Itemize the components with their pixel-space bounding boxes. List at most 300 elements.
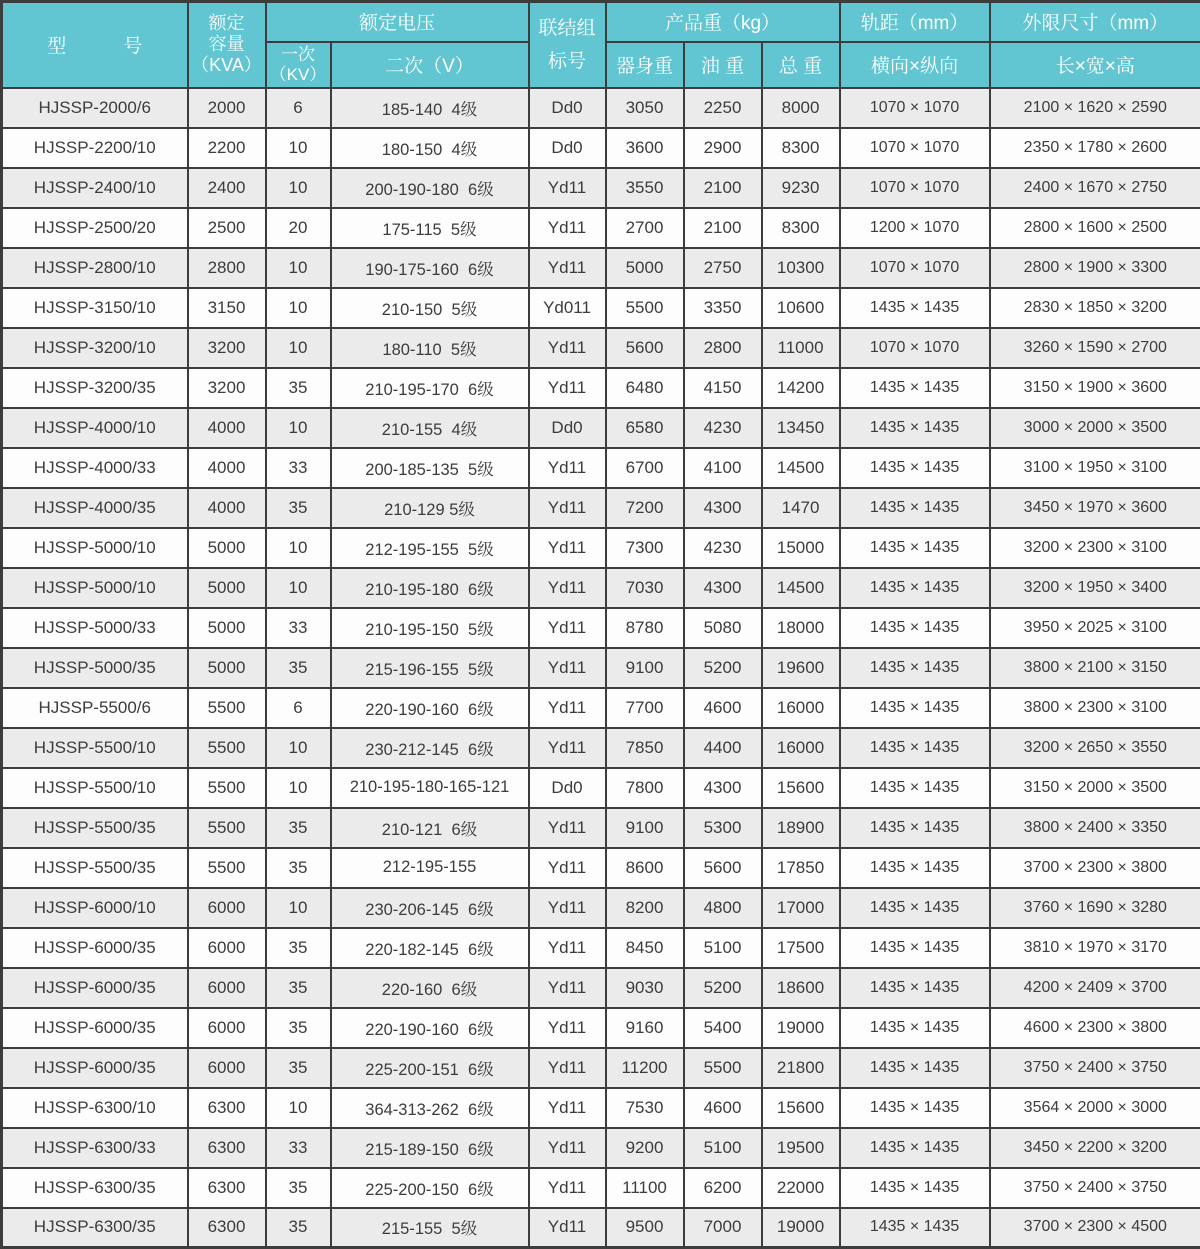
cell-secondary-v: 210-150 5级 — [331, 288, 529, 328]
cell-model: HJSSP-6000/35 — [2, 968, 188, 1008]
header-rated-capacity-line1: 额定 — [208, 13, 245, 34]
cell-total-weight: 17000 — [762, 888, 840, 928]
table-row — [2, 768, 1200, 808]
cell-secondary-v: 215-189-150 6级 — [331, 1128, 529, 1168]
cell-gauge: 1070 × 1070 — [840, 128, 990, 168]
cell-oil-weight: 5400 — [684, 1008, 762, 1048]
cell-dimensions: 3564 × 2000 × 3000 — [990, 1088, 1200, 1128]
table-row — [2, 728, 1200, 768]
table-row — [2, 128, 1200, 168]
cell-connection: Yd11 — [529, 1008, 606, 1048]
cell-gauge: 1070 × 1070 — [840, 248, 990, 288]
cell-dimensions: 3200 × 2300 × 3100 — [990, 528, 1200, 568]
table-row — [2, 808, 1200, 848]
cell-capacity: 3200 — [188, 328, 266, 368]
cell-body-weight: 9100 — [606, 648, 684, 688]
table-row — [2, 168, 1200, 208]
cell-capacity: 2000 — [188, 88, 266, 128]
cell-gauge: 1435 × 1435 — [840, 408, 990, 448]
cell-oil-weight: 6200 — [684, 1168, 762, 1208]
cell-capacity: 6300 — [188, 1128, 266, 1168]
cell-capacity: 6000 — [188, 1048, 266, 1088]
cell-dimensions: 3150 × 2000 × 3500 — [990, 768, 1200, 808]
cell-dimensions: 3450 × 2200 × 3200 — [990, 1128, 1200, 1168]
cell-total-weight: 18000 — [762, 608, 840, 648]
table-row — [2, 568, 1200, 608]
cell-primary-kv: 35 — [266, 848, 331, 888]
header-gauge-sub: 横向×纵向 — [840, 42, 990, 88]
cell-oil-weight: 7000 — [684, 1208, 762, 1248]
cell-connection: Yd11 — [529, 448, 606, 488]
cell-body-weight: 2700 — [606, 208, 684, 248]
cell-body-weight: 7300 — [606, 528, 684, 568]
cell-model: HJSSP-6000/10 — [2, 888, 188, 928]
cell-total-weight: 9230 — [762, 168, 840, 208]
cell-total-weight: 8300 — [762, 128, 840, 168]
cell-dimensions: 3750 × 2400 × 3750 — [990, 1168, 1200, 1208]
header-gauge-group: 轨距（mm） — [840, 2, 990, 42]
cell-primary-kv: 33 — [266, 448, 331, 488]
cell-capacity: 6300 — [188, 1208, 266, 1248]
cell-total-weight: 18900 — [762, 808, 840, 848]
cell-primary-kv: 20 — [266, 208, 331, 248]
cell-body-weight: 7200 — [606, 488, 684, 528]
table-row — [2, 488, 1200, 528]
cell-capacity: 3150 — [188, 288, 266, 328]
cell-gauge: 1435 × 1435 — [840, 448, 990, 488]
cell-gauge: 1435 × 1435 — [840, 1208, 990, 1248]
cell-dimensions: 3450 × 1970 × 3600 — [990, 488, 1200, 528]
cell-primary-kv: 35 — [266, 1008, 331, 1048]
cell-dimensions: 2400 × 1670 × 2750 — [990, 168, 1200, 208]
cell-connection: Yd11 — [529, 1128, 606, 1168]
cell-body-weight: 9500 — [606, 1208, 684, 1248]
cell-capacity: 5000 — [188, 648, 266, 688]
cell-primary-kv: 6 — [266, 688, 331, 728]
cell-capacity: 4000 — [188, 448, 266, 488]
cell-model: HJSSP-2000/6 — [2, 88, 188, 128]
table-row — [2, 608, 1200, 648]
cell-dimensions: 2800 × 1600 × 2500 — [990, 208, 1200, 248]
cell-gauge: 1435 × 1435 — [840, 768, 990, 808]
cell-gauge: 1435 × 1435 — [840, 1128, 990, 1168]
cell-oil-weight: 5080 — [684, 608, 762, 648]
cell-oil-weight: 4300 — [684, 568, 762, 608]
table-row — [2, 1088, 1200, 1128]
cell-secondary-v: 180-150 4级 — [331, 128, 529, 168]
header-rated-capacity-line2: 容量 — [208, 34, 245, 55]
cell-connection: Yd11 — [529, 1208, 606, 1248]
cell-total-weight: 15600 — [762, 768, 840, 808]
cell-body-weight: 3550 — [606, 168, 684, 208]
cell-total-weight: 19600 — [762, 648, 840, 688]
cell-model: HJSSP-5500/6 — [2, 688, 188, 728]
cell-secondary-v: 210-121 6级 — [331, 808, 529, 848]
cell-primary-kv: 35 — [266, 1208, 331, 1248]
cell-capacity: 6000 — [188, 968, 266, 1008]
cell-secondary-v: 220-182-145 6级 — [331, 928, 529, 968]
table-row — [2, 288, 1200, 328]
cell-gauge: 1435 × 1435 — [840, 648, 990, 688]
cell-primary-kv: 35 — [266, 1048, 331, 1088]
cell-connection: Yd11 — [529, 648, 606, 688]
cell-secondary-v: 200-190-180 6级 — [331, 168, 529, 208]
cell-total-weight: 21800 — [762, 1048, 840, 1088]
cell-secondary-v: 210-129 5级 — [331, 488, 529, 528]
cell-primary-kv: 10 — [266, 128, 331, 168]
cell-total-weight: 16000 — [762, 728, 840, 768]
cell-primary-kv: 35 — [266, 808, 331, 848]
cell-body-weight: 5600 — [606, 328, 684, 368]
cell-oil-weight: 4600 — [684, 1088, 762, 1128]
header-secondary-v: 二次（V） — [331, 42, 529, 88]
cell-oil-weight: 2250 — [684, 88, 762, 128]
cell-primary-kv: 35 — [266, 1168, 331, 1208]
cell-connection: Yd11 — [529, 968, 606, 1008]
cell-connection: Dd0 — [529, 768, 606, 808]
cell-model: HJSSP-5000/10 — [2, 568, 188, 608]
cell-connection: Yd11 — [529, 528, 606, 568]
table-row — [2, 648, 1200, 688]
cell-body-weight: 9100 — [606, 808, 684, 848]
cell-oil-weight: 5300 — [684, 808, 762, 848]
cell-capacity: 2800 — [188, 248, 266, 288]
cell-primary-kv: 33 — [266, 1128, 331, 1168]
cell-model: HJSSP-2500/20 — [2, 208, 188, 248]
cell-gauge: 1070 × 1070 — [840, 88, 990, 128]
header-body-weight: 器身重 — [606, 42, 684, 88]
cell-gauge: 1070 × 1070 — [840, 328, 990, 368]
cell-oil-weight: 5500 — [684, 1048, 762, 1088]
cell-dimensions: 3800 × 2300 × 3100 — [990, 688, 1200, 728]
cell-body-weight: 7030 — [606, 568, 684, 608]
cell-body-weight: 7850 — [606, 728, 684, 768]
cell-total-weight: 10600 — [762, 288, 840, 328]
cell-connection: Yd11 — [529, 888, 606, 928]
cell-model: HJSSP-2400/10 — [2, 168, 188, 208]
cell-secondary-v: 210-195-180-165-121 — [331, 768, 529, 808]
cell-connection: Yd11 — [529, 208, 606, 248]
cell-gauge: 1435 × 1435 — [840, 1008, 990, 1048]
cell-model: HJSSP-5500/35 — [2, 808, 188, 848]
cell-oil-weight: 5200 — [684, 648, 762, 688]
cell-model: HJSSP-6000/35 — [2, 928, 188, 968]
table-row — [2, 528, 1200, 568]
cell-gauge: 1435 × 1435 — [840, 488, 990, 528]
cell-total-weight: 1470 — [762, 488, 840, 528]
cell-gauge: 1435 × 1435 — [840, 968, 990, 1008]
cell-total-weight: 17850 — [762, 848, 840, 888]
cell-secondary-v: 200-185-135 5级 — [331, 448, 529, 488]
header-dims-sub: 长×宽×高 — [990, 42, 1200, 88]
cell-capacity: 5500 — [188, 808, 266, 848]
table-row — [2, 248, 1200, 288]
cell-model: HJSSP-5500/35 — [2, 848, 188, 888]
cell-model: HJSSP-6300/10 — [2, 1088, 188, 1128]
cell-model: HJSSP-5500/10 — [2, 768, 188, 808]
cell-dimensions: 3810 × 1970 × 3170 — [990, 928, 1200, 968]
cell-body-weight: 3600 — [606, 128, 684, 168]
cell-body-weight: 8200 — [606, 888, 684, 928]
cell-secondary-v: 175-115 5级 — [331, 208, 529, 248]
header-primary-kv — [266, 42, 331, 88]
cell-primary-kv: 10 — [266, 528, 331, 568]
cell-secondary-v: 210-155 4级 — [331, 408, 529, 448]
cell-capacity: 5000 — [188, 528, 266, 568]
cell-secondary-v: 210-195-170 6级 — [331, 368, 529, 408]
table-row — [2, 928, 1200, 968]
cell-capacity: 5000 — [188, 608, 266, 648]
cell-gauge: 1070 × 1070 — [840, 168, 990, 208]
cell-primary-kv: 10 — [266, 288, 331, 328]
cell-oil-weight: 5100 — [684, 928, 762, 968]
cell-connection: Yd11 — [529, 488, 606, 528]
header-oil-weight: 油 重 — [684, 42, 762, 88]
table-row — [2, 448, 1200, 488]
cell-connection: Yd11 — [529, 848, 606, 888]
cell-total-weight: 15000 — [762, 528, 840, 568]
cell-capacity: 3200 — [188, 368, 266, 408]
cell-dimensions: 3950 × 2025 × 3100 — [990, 608, 1200, 648]
cell-capacity: 6000 — [188, 928, 266, 968]
cell-connection: Dd0 — [529, 88, 606, 128]
cell-capacity: 2500 — [188, 208, 266, 248]
cell-dimensions: 3800 × 2400 × 3350 — [990, 808, 1200, 848]
cell-body-weight: 5500 — [606, 288, 684, 328]
cell-secondary-v: 230-212-145 6级 — [331, 728, 529, 768]
cell-capacity: 5500 — [188, 848, 266, 888]
cell-primary-kv: 10 — [266, 768, 331, 808]
table-row — [2, 88, 1200, 128]
cell-primary-kv: 35 — [266, 968, 331, 1008]
cell-model: HJSSP-6000/35 — [2, 1048, 188, 1088]
cell-body-weight: 11100 — [606, 1168, 684, 1208]
cell-oil-weight: 4230 — [684, 528, 762, 568]
table-row — [2, 888, 1200, 928]
cell-dimensions: 3700 × 2300 × 4500 — [990, 1208, 1200, 1248]
cell-gauge: 1435 × 1435 — [840, 528, 990, 568]
cell-primary-kv: 10 — [266, 328, 331, 368]
cell-body-weight: 8450 — [606, 928, 684, 968]
table-row — [2, 1128, 1200, 1168]
header-model: 型 号 — [2, 2, 188, 88]
cell-connection: Yd11 — [529, 1088, 606, 1128]
cell-primary-kv: 10 — [266, 728, 331, 768]
cell-gauge: 1435 × 1435 — [840, 1088, 990, 1128]
cell-capacity: 5000 — [188, 568, 266, 608]
cell-primary-kv: 35 — [266, 368, 331, 408]
cell-capacity: 5500 — [188, 688, 266, 728]
header-primary-line1: 一次 — [281, 44, 315, 64]
cell-model: HJSSP-4000/10 — [2, 408, 188, 448]
cell-gauge: 1435 × 1435 — [840, 728, 990, 768]
cell-capacity: 5500 — [188, 728, 266, 768]
cell-total-weight: 16000 — [762, 688, 840, 728]
cell-body-weight: 3050 — [606, 88, 684, 128]
cell-dimensions: 3000 × 2000 × 3500 — [990, 408, 1200, 448]
cell-dimensions: 3750 × 2400 × 3750 — [990, 1048, 1200, 1088]
cell-capacity: 6300 — [188, 1168, 266, 1208]
cell-dimensions: 2350 × 1780 × 2600 — [990, 128, 1200, 168]
cell-dimensions: 2100 × 1620 × 2590 — [990, 88, 1200, 128]
cell-connection: Yd11 — [529, 928, 606, 968]
cell-secondary-v: 220-190-160 6级 — [331, 1008, 529, 1048]
cell-model: HJSSP-2200/10 — [2, 128, 188, 168]
cell-total-weight: 18600 — [762, 968, 840, 1008]
cell-secondary-v: 210-195-150 5级 — [331, 608, 529, 648]
cell-gauge: 1435 × 1435 — [840, 808, 990, 848]
cell-total-weight: 11000 — [762, 328, 840, 368]
cell-gauge: 1435 × 1435 — [840, 888, 990, 928]
cell-model: HJSSP-3200/35 — [2, 368, 188, 408]
header-primary-unit: （KV） — [269, 64, 327, 84]
cell-connection: Yd11 — [529, 1168, 606, 1208]
cell-oil-weight: 5600 — [684, 848, 762, 888]
table-header — [2, 2, 1200, 88]
cell-connection: Yd11 — [529, 168, 606, 208]
cell-oil-weight: 2800 — [684, 328, 762, 368]
cell-gauge: 1435 × 1435 — [840, 848, 990, 888]
cell-connection: Yd11 — [529, 368, 606, 408]
cell-dimensions: 3800 × 2100 × 3150 — [990, 648, 1200, 688]
cell-total-weight: 19500 — [762, 1128, 840, 1168]
header-connection-line1: 联结组 — [538, 17, 596, 39]
cell-secondary-v: 180-110 5级 — [331, 328, 529, 368]
cell-secondary-v: 215-196-155 5级 — [331, 648, 529, 688]
header-rated-voltage-group: 额定电压 — [266, 2, 529, 42]
cell-primary-kv: 35 — [266, 648, 331, 688]
table-row — [2, 1208, 1200, 1248]
cell-model: HJSSP-6300/35 — [2, 1208, 188, 1248]
cell-secondary-v: 212-195-155 5级 — [331, 528, 529, 568]
cell-gauge: 1435 × 1435 — [840, 1168, 990, 1208]
cell-dimensions: 3700 × 2300 × 3800 — [990, 848, 1200, 888]
table-row — [2, 848, 1200, 888]
cell-secondary-v: 215-155 5级 — [331, 1208, 529, 1248]
cell-model: HJSSP-5000/33 — [2, 608, 188, 648]
cell-connection: Yd11 — [529, 808, 606, 848]
cell-secondary-v: 220-190-160 6级 — [331, 688, 529, 728]
table-row — [2, 1048, 1200, 1088]
table-row — [2, 328, 1200, 368]
table-row — [2, 408, 1200, 448]
table-row — [2, 1168, 1200, 1208]
cell-oil-weight: 2100 — [684, 168, 762, 208]
cell-primary-kv: 10 — [266, 568, 331, 608]
cell-total-weight: 8300 — [762, 208, 840, 248]
table-row — [2, 1008, 1200, 1048]
cell-secondary-v: 212-195-155 — [331, 848, 529, 888]
cell-body-weight: 9160 — [606, 1008, 684, 1048]
cell-model: HJSSP-5000/35 — [2, 648, 188, 688]
cell-connection: Dd0 — [529, 128, 606, 168]
cell-connection: Dd0 — [529, 408, 606, 448]
cell-capacity: 4000 — [188, 408, 266, 448]
cell-body-weight: 8780 — [606, 608, 684, 648]
cell-capacity: 2200 — [188, 128, 266, 168]
cell-capacity: 2400 — [188, 168, 266, 208]
cell-body-weight: 7700 — [606, 688, 684, 728]
cell-dimensions: 3200 × 1950 × 3400 — [990, 568, 1200, 608]
header-connection-group — [529, 2, 606, 88]
cell-connection: Yd11 — [529, 568, 606, 608]
cell-oil-weight: 2900 — [684, 128, 762, 168]
cell-connection: Yd11 — [529, 728, 606, 768]
cell-gauge: 1435 × 1435 — [840, 608, 990, 648]
cell-secondary-v: 210-195-180 6级 — [331, 568, 529, 608]
cell-connection: Yd11 — [529, 248, 606, 288]
cell-oil-weight: 4400 — [684, 728, 762, 768]
cell-gauge: 1435 × 1435 — [840, 568, 990, 608]
cell-connection: Yd11 — [529, 1048, 606, 1088]
cell-dimensions: 4200 × 2409 × 3700 — [990, 968, 1200, 1008]
cell-capacity: 6000 — [188, 1008, 266, 1048]
cell-total-weight: 14500 — [762, 568, 840, 608]
cell-body-weight: 5000 — [606, 248, 684, 288]
cell-connection: Yd11 — [529, 688, 606, 728]
table-row — [2, 688, 1200, 728]
cell-primary-kv: 10 — [266, 888, 331, 928]
cell-oil-weight: 4300 — [684, 768, 762, 808]
cell-oil-weight: 3350 — [684, 288, 762, 328]
cell-gauge: 1435 × 1435 — [840, 688, 990, 728]
cell-dimensions: 2800 × 1900 × 3300 — [990, 248, 1200, 288]
cell-model: HJSSP-2800/10 — [2, 248, 188, 288]
cell-oil-weight: 5100 — [684, 1128, 762, 1168]
cell-body-weight: 7530 — [606, 1088, 684, 1128]
header-rated-capacity — [188, 2, 266, 88]
cell-model: HJSSP-5500/10 — [2, 728, 188, 768]
cell-gauge: 1435 × 1435 — [840, 368, 990, 408]
cell-model: HJSSP-3200/10 — [2, 328, 188, 368]
cell-body-weight: 7800 — [606, 768, 684, 808]
cell-dimensions: 3150 × 1900 × 3600 — [990, 368, 1200, 408]
cell-oil-weight: 4300 — [684, 488, 762, 528]
cell-oil-weight: 4800 — [684, 888, 762, 928]
cell-dimensions: 4600 × 2300 × 3800 — [990, 1008, 1200, 1048]
header-product-weight-group: 产品重（kg） — [606, 2, 840, 42]
cell-primary-kv: 10 — [266, 168, 331, 208]
cell-model: HJSSP-6300/35 — [2, 1168, 188, 1208]
cell-model: HJSSP-5000/10 — [2, 528, 188, 568]
cell-secondary-v: 190-175-160 6级 — [331, 248, 529, 288]
cell-secondary-v: 220-160 6级 — [331, 968, 529, 1008]
cell-primary-kv: 6 — [266, 88, 331, 128]
table-body — [2, 88, 1200, 1248]
cell-model: HJSSP-4000/33 — [2, 448, 188, 488]
cell-body-weight: 6580 — [606, 408, 684, 448]
header-outer-dims-group: 外限尺寸（mm） — [990, 2, 1200, 42]
cell-connection: Yd11 — [529, 608, 606, 648]
cell-total-weight: 10300 — [762, 248, 840, 288]
cell-total-weight: 22000 — [762, 1168, 840, 1208]
header-total-weight: 总 重 — [762, 42, 840, 88]
cell-dimensions: 3760 × 1690 × 3280 — [990, 888, 1200, 928]
cell-oil-weight: 2750 — [684, 248, 762, 288]
cell-oil-weight: 2100 — [684, 208, 762, 248]
cell-body-weight: 8600 — [606, 848, 684, 888]
cell-oil-weight: 4230 — [684, 408, 762, 448]
cell-body-weight: 6480 — [606, 368, 684, 408]
cell-primary-kv: 35 — [266, 488, 331, 528]
cell-connection: Yd11 — [529, 328, 606, 368]
cell-total-weight: 14500 — [762, 448, 840, 488]
header-connection-line2: 标号 — [548, 50, 587, 72]
cell-total-weight: 14200 — [762, 368, 840, 408]
cell-dimensions: 2830 × 1850 × 3200 — [990, 288, 1200, 328]
cell-gauge: 1435 × 1435 — [840, 928, 990, 968]
cell-body-weight: 9030 — [606, 968, 684, 1008]
